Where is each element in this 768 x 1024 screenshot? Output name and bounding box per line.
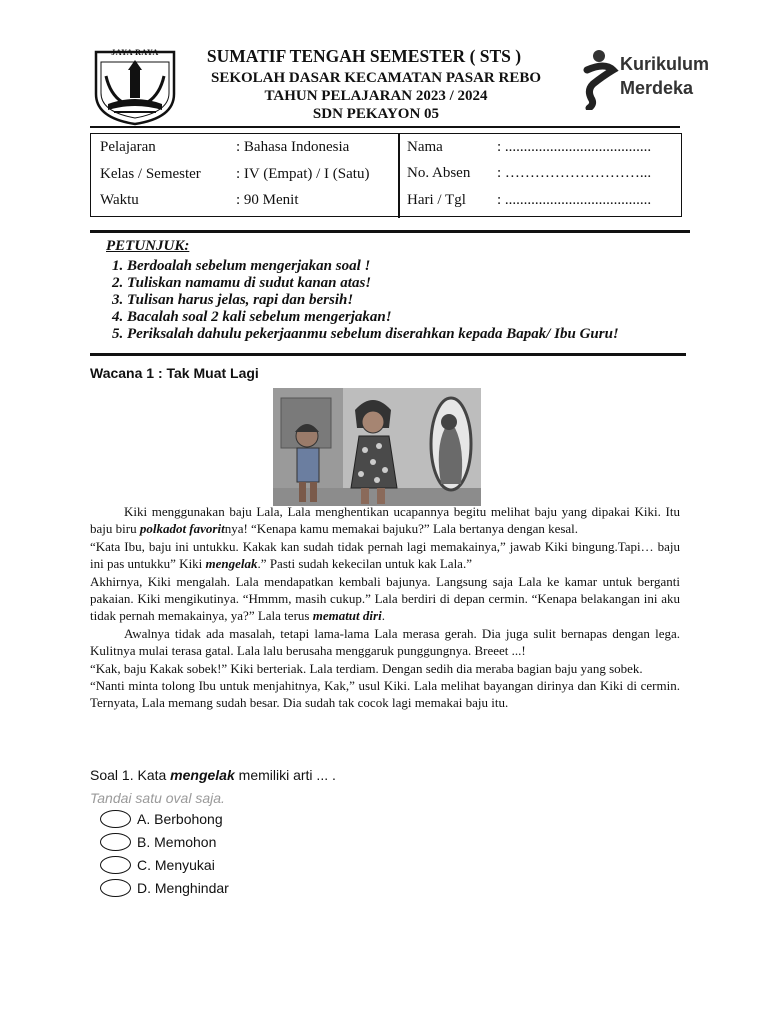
label-hari-tgl: Hari / Tgl — [407, 192, 466, 208]
instructions-heading: PETUNJUK: — [106, 238, 190, 254]
instruction-item: 4. Bacalah soal 2 kali sebelum mengerjakan! — [112, 309, 392, 325]
option-label: A. Berbohong — [137, 811, 223, 827]
passage-text: nya! “Kenapa kamu memakai bajuku?” Lala bertanya dengan kesal. — [224, 521, 579, 537]
instruction-item: 1. Berdoalah sebelum mengerjakan soal ! — [112, 258, 371, 274]
info-box-divider — [398, 133, 400, 218]
kurikulum-merdeka-logo-icon — [583, 48, 619, 110]
instructions — [106, 238, 619, 342]
question-hint: Tandai satu oval saja. — [90, 790, 225, 806]
passage-text: “Kata Ibu, baju ini untukku. Kakak kan sudah tidak pernah lagi memakainya,” jawab Kiki bingung.Tapi… baju ini pas untukku” Kiki — [90, 538, 680, 572]
school-name: SEKOLAH DASAR KECAMATAN PASAR REBO — [210, 70, 542, 86]
value-pelajaran: : Bahasa Indonesia — [236, 139, 350, 155]
header-divider — [90, 126, 680, 128]
passage-text: Akhirnya, Kiki mengalah. Lala mendapatkan kembali bajunya. Langsung saja Lala ke kamar untuk berganti pakaian. Kiki mengikutinya. “Hmmm, masih cukup.” Lala berdiri di depan cermin. “Kenapa belakangan ini aku tidak pernah memakainya, ya?” Lala terus — [90, 573, 680, 624]
passage-text: Kiki menggunakan baju Lala, Lala menghentikan ucapannya begitu melihat baju yang dipakai Kiki. Itu baju biru — [90, 504, 680, 537]
passage-text: .” Pasti sudah kekecilan untuk kak Lala.” — [257, 556, 472, 572]
passage-paragraph — [90, 573, 680, 625]
label-no-absen: No. Absen — [407, 165, 471, 181]
option-label: D. Menghindar — [137, 880, 229, 896]
passage-text: . — [381, 608, 385, 624]
emblem-banner-text: JAYA RAYA — [111, 48, 159, 57]
exam-title: SUMATIF TENGAH SEMESTER ( STS ) — [206, 46, 522, 66]
option-b[interactable] — [100, 833, 216, 851]
option-label: C. Menyukai — [137, 857, 215, 873]
instruction-item: 5. Periksalah dahulu pekerjaanmu sebelum diserahkan kepada Bapak/ Ibu Guru! — [112, 326, 619, 342]
passage-emphasis: mengelak — [205, 556, 258, 572]
label-kelas-semester: Kelas / Semester — [100, 166, 201, 182]
passage-emphasis: mematut diri — [312, 608, 382, 624]
radio-oval-icon[interactable] — [100, 856, 131, 874]
field-nama[interactable]: : ....................................... — [497, 139, 652, 155]
passage-emphasis: polkadot favorit — [139, 521, 225, 537]
academic-year: TAHUN PELAJARAN 2023 / 2024 — [264, 88, 488, 104]
instruction-item: 2. Tuliskan namamu di sudut kanan atas! — [112, 275, 372, 291]
story-illustration — [273, 388, 481, 506]
instructions-bottom-rule — [90, 353, 686, 356]
info-bottom-rule — [90, 230, 690, 233]
reading-passage — [90, 503, 680, 712]
logo-text-kurikulum: Kurikulum — [620, 54, 710, 74]
question-keyword: mengelak — [170, 767, 235, 783]
passage-paragraph: “Nanti minta tolong Ibu untuk menjahitnya, Kak,” usul Kiki. Lala melihat bayangan dirinya dan Kiki di cermin. Ternyata, Lala memang sudah besar. Dia sudah tak cocok lagi memakai baju itu. — [90, 678, 680, 711]
option-label: B. Memohon — [137, 834, 217, 850]
label-waktu: Waktu — [100, 192, 139, 208]
label-pelajaran: Pelajaran — [100, 139, 156, 155]
field-no-absen[interactable]: : ………………………... — [497, 165, 652, 181]
question-text: memiliki arti ... . — [234, 767, 336, 783]
passage-paragraph — [90, 538, 680, 573]
passage-paragraph — [90, 503, 680, 538]
school-unit: SDN PEKAYON 05 — [312, 106, 440, 122]
value-waktu: : 90 Menit — [236, 192, 299, 208]
radio-oval-icon[interactable] — [100, 810, 131, 828]
instruction-item: 3. Tulisan harus jelas, rapi dan bersih! — [112, 292, 354, 308]
question-text: Soal 1. Kata — [90, 767, 171, 783]
field-hari-tgl[interactable]: : ....................................... — [497, 192, 652, 208]
option-a[interactable] — [100, 810, 223, 828]
option-d[interactable] — [100, 879, 229, 897]
value-kelas-semester: : IV (Empat) / I (Satu) — [236, 166, 370, 182]
option-c[interactable] — [100, 856, 215, 874]
question-1 — [90, 767, 336, 783]
passage-paragraph: “Kak, baju Kakak sobek!” Kiki berteriak. Lala terdiam. Dengan sedih dia meraba bagian baju yang sobek. — [90, 660, 643, 676]
reading-title: Wacana 1 : Tak Muat Lagi — [90, 365, 259, 381]
radio-oval-icon[interactable] — [100, 833, 131, 851]
label-nama: Nama — [407, 139, 443, 155]
logo-text-merdeka: Merdeka — [620, 78, 694, 98]
radio-oval-icon[interactable] — [100, 879, 131, 897]
passage-paragraph: Awalnya tidak ada masalah, tetapi lama-lama Lala merasa gerah. Dia juga sulit bernapas dengan lega. Kulitnya mulai terasa gatal. Lala lalu berusaha menggaruk punggungnya. Breeet ...! — [90, 625, 680, 659]
